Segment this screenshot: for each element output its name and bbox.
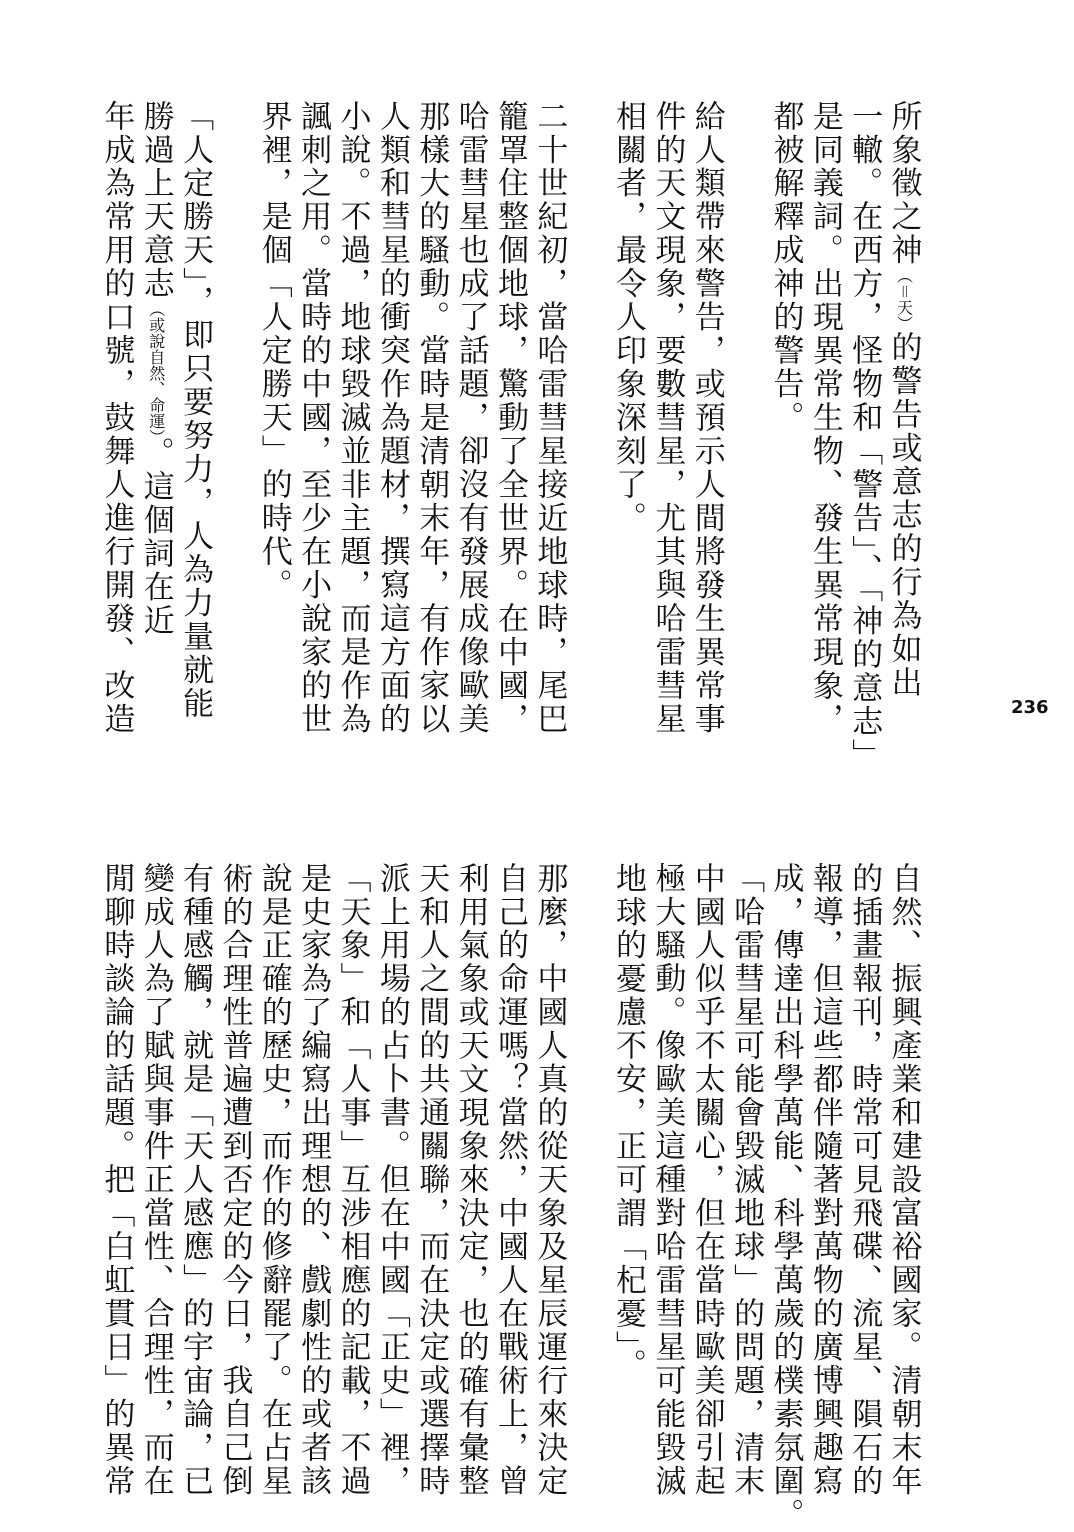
- text-column: 中國人似乎不太關心，但在當時歐美卻引起: [688, 862, 725, 1499]
- text-column: 說是正確的歷史，而作的修辭罷了。在占星: [255, 862, 292, 1499]
- text-column: 變成人為了賦與事件正當性、合理性，而在: [137, 862, 174, 1499]
- text-column: 利用氣象或天文現象來決定，也的確有彙整: [452, 862, 489, 1499]
- text-column: 「人定勝天」，即只要努力，人為力量就能: [177, 100, 214, 721]
- text-column: 件的天文現象，要數彗星，尤其與哈雷彗星: [649, 100, 686, 737]
- upper-text-block: [96, 100, 923, 772]
- text-column: 天和人之間的共通關聯，而在決定或選擇時: [413, 862, 450, 1499]
- text-column: 成，傳達出科學萬能、科學萬歲的樸素氛圍。: [767, 862, 804, 1532]
- text-column: 哈雷彗星也成了話題，卻沒有發展成像歐美: [452, 100, 489, 737]
- annotation-note: （或說自然、命運）: [146, 300, 166, 437]
- lower-text-block: [96, 862, 923, 1532]
- text-column: 有種感觸，就是「天人感應」的宇宙論，已: [177, 862, 214, 1499]
- page-number: 236: [1011, 697, 1049, 718]
- text-column: 那麼，中國人真的從天象及星辰運行來決定: [531, 862, 568, 1499]
- annotation-note: （＝天）: [894, 267, 914, 332]
- text-column: 是史家為了編寫出理想的、戲劇性的或者該: [295, 862, 332, 1499]
- text-column: 的插畫報刊，時常可見飛碟、流星、隕石的: [846, 862, 883, 1499]
- text-column: 二十世紀初，當哈雷彗星接近地球時，尾巴: [531, 100, 568, 737]
- text-column: 閒聊時談論的話題。把「白虹貫日」的異常: [98, 862, 135, 1499]
- text-column: 都被解釋成神的警告。: [767, 100, 804, 435]
- text-column: 派上用場的占卜書。但在中國「正史」裡，: [373, 862, 410, 1499]
- text-column: 報導，但這些都伴隨著對萬物的廣博興趣寫: [806, 862, 843, 1499]
- text-column: 自然、振興產業和建設富裕國家。清朝末年: [885, 862, 922, 1499]
- text-column: 是同義詞。出現異常生物、發生異常現象，: [806, 100, 843, 737]
- text-column: 年成為常用的口號，鼓舞人進行開發、改造: [98, 100, 135, 737]
- text-column: 人類和彗星的衝突作為題材，撰寫這方面的: [373, 100, 410, 737]
- text-column: 極大騷動。像歐美這種對哈雷彗星可能毀滅: [649, 862, 686, 1499]
- text-column: 相關者，最令人印象深刻了。: [610, 100, 647, 536]
- text-column: 那樣大的騷動。當時是清朝末年，有作家以: [413, 100, 450, 737]
- text-column: 一轍。在西方，怪物和「警告」、「神的意志」: [846, 100, 883, 773]
- text-column: 小說。不過，地球毀滅並非主題，而是作為: [334, 100, 371, 737]
- text-column: 所象徵之神（＝天）的警告或意志的行為如出: [885, 100, 922, 700]
- text-column: 諷刺之用。當時的中國，至少在小說家的世: [295, 100, 332, 737]
- text-column: 術的合理性普遍遭到否定的今日，我自己倒: [216, 862, 253, 1499]
- text-column: 「天象」和「人事」互涉相應的記載，不過: [334, 862, 371, 1499]
- text-column: 界裡，是個「人定勝天」的時代。: [255, 100, 292, 603]
- text-column: 籠罩住整個地球，驚動了全世界。在中國，: [491, 100, 528, 737]
- text-column: 給人類帶來警告，或預示人間將發生異常事: [688, 100, 725, 737]
- text-column: 勝過上天意志（或說自然、命運）。這個詞在近: [137, 100, 174, 638]
- text-column: 自己的命運嗎？當然，中國人在戰術上，曾: [491, 862, 528, 1499]
- text-column: 地球的憂慮不安，正可謂「杞憂」。: [610, 862, 647, 1383]
- text-column: 「哈雷彗星可能會毀滅地球」的問題，清末: [728, 862, 765, 1499]
